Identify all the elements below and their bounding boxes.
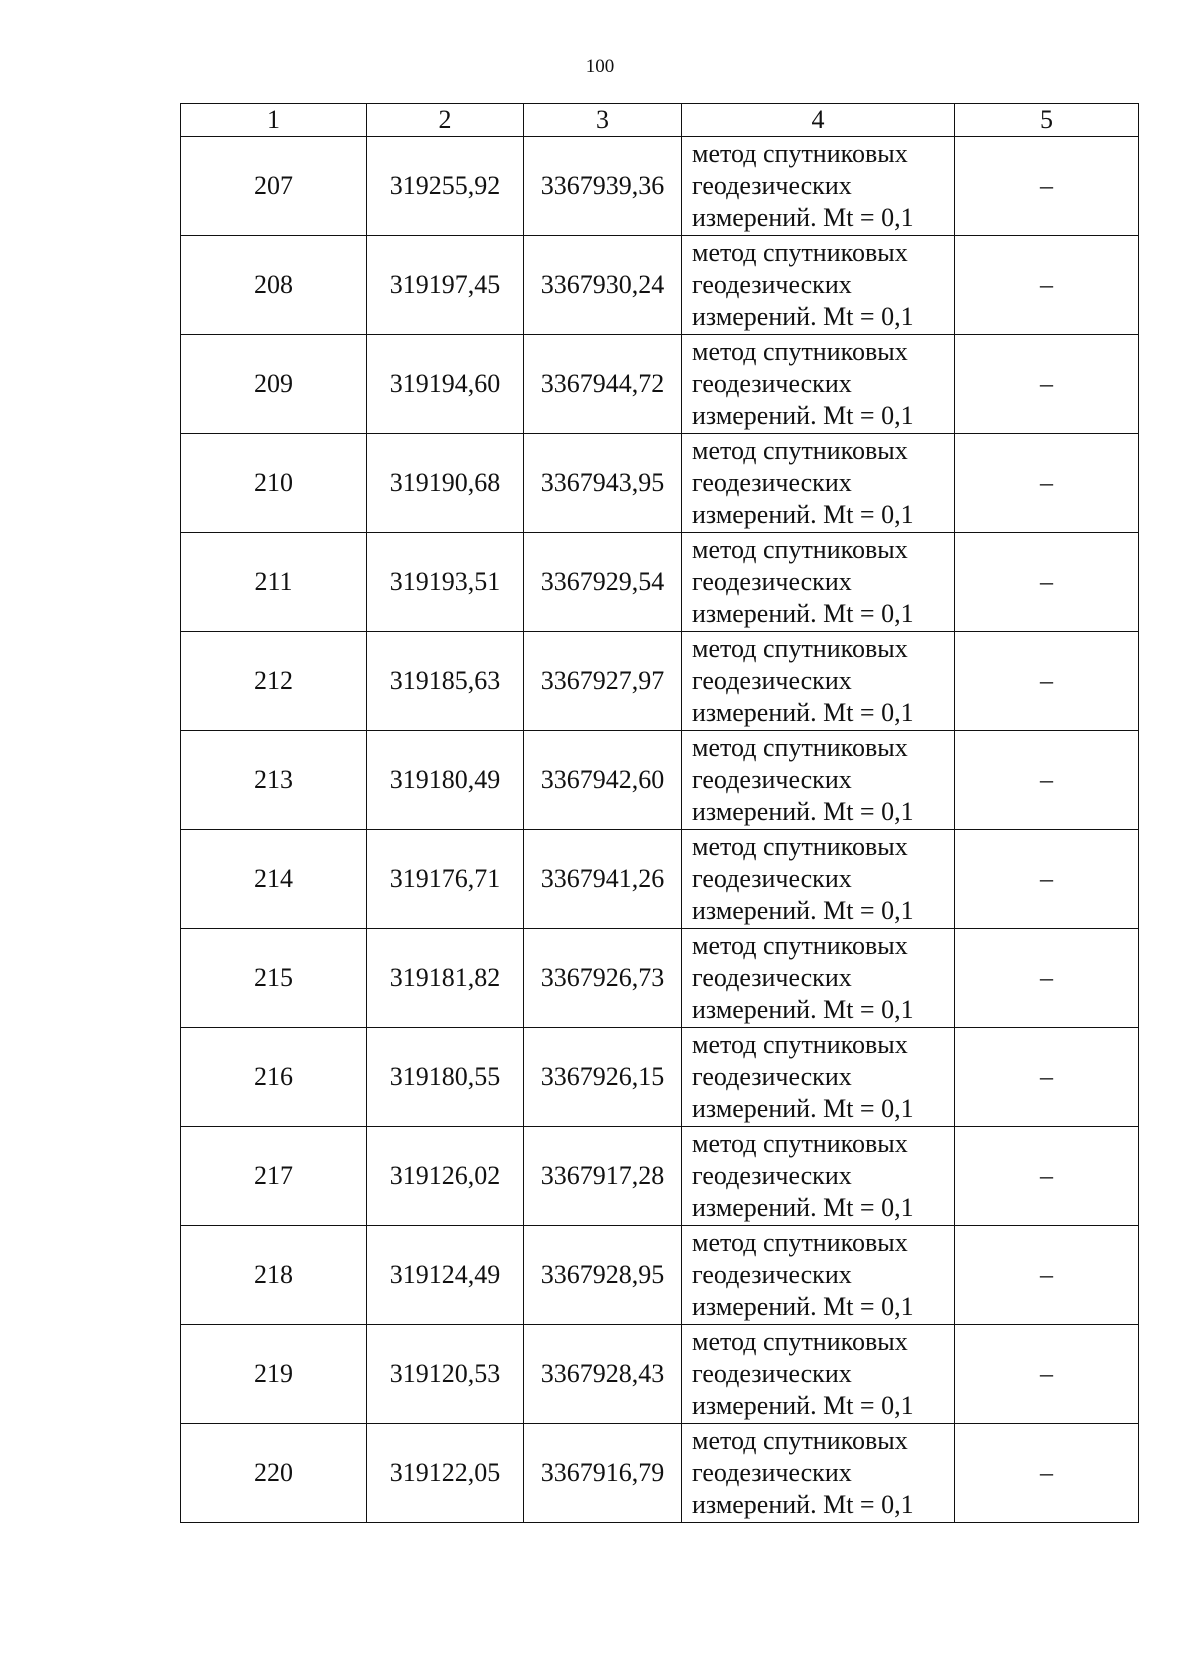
method-line: измерений. Mt = 0,1 bbox=[692, 500, 914, 529]
method-cell bbox=[682, 335, 955, 434]
method-line: геодезических bbox=[692, 369, 852, 398]
method-line: метод спутниковых bbox=[692, 238, 908, 267]
table-row bbox=[181, 1226, 1139, 1325]
column-header-4: 4 bbox=[682, 104, 955, 137]
note-cell: – bbox=[955, 236, 1139, 335]
method-line: геодезических bbox=[692, 270, 852, 299]
method-cell bbox=[682, 533, 955, 632]
coordinate-y-cell: 3367930,24 bbox=[524, 236, 682, 335]
method-line: геодезических bbox=[692, 468, 852, 497]
method-line: геодезических bbox=[692, 765, 852, 794]
table-row bbox=[181, 1424, 1139, 1523]
coordinate-y-cell: 3367942,60 bbox=[524, 731, 682, 830]
note-cell: – bbox=[955, 1325, 1139, 1424]
note-cell: – bbox=[955, 1424, 1139, 1523]
table-row bbox=[181, 830, 1139, 929]
coordinate-x-cell: 319124,49 bbox=[367, 1226, 524, 1325]
method-line: измерений. Mt = 0,1 bbox=[692, 698, 914, 727]
method-cell bbox=[682, 1424, 955, 1523]
point-number-cell: 207 bbox=[181, 137, 367, 236]
coordinate-y-cell: 3367926,15 bbox=[524, 1028, 682, 1127]
coordinate-y-cell: 3367928,43 bbox=[524, 1325, 682, 1424]
method-line: метод спутниковых bbox=[692, 1228, 908, 1257]
method-line: метод спутниковых bbox=[692, 337, 908, 366]
coordinate-y-cell: 3367944,72 bbox=[524, 335, 682, 434]
method-cell bbox=[682, 1127, 955, 1226]
coordinate-y-cell: 3367928,95 bbox=[524, 1226, 682, 1325]
method-line: геодезических bbox=[692, 567, 852, 596]
coordinate-x-cell: 319193,51 bbox=[367, 533, 524, 632]
method-line: геодезических bbox=[692, 1359, 852, 1388]
method-cell bbox=[682, 137, 955, 236]
method-line: измерений. Mt = 0,1 bbox=[692, 401, 914, 430]
table-row bbox=[181, 434, 1139, 533]
method-cell bbox=[682, 632, 955, 731]
coordinate-y-cell: 3367943,95 bbox=[524, 434, 682, 533]
method-line: геодезических bbox=[692, 666, 852, 695]
method-line: геодезических bbox=[692, 1062, 852, 1091]
table-row bbox=[181, 335, 1139, 434]
note-cell: – bbox=[955, 830, 1139, 929]
point-number-cell: 214 bbox=[181, 830, 367, 929]
method-line: измерений. Mt = 0,1 bbox=[692, 1094, 914, 1123]
note-cell: – bbox=[955, 533, 1139, 632]
coordinate-y-cell: 3367916,79 bbox=[524, 1424, 682, 1523]
method-line: геодезических bbox=[692, 864, 852, 893]
method-cell bbox=[682, 830, 955, 929]
note-cell: – bbox=[955, 1226, 1139, 1325]
method-cell bbox=[682, 1028, 955, 1127]
method-line: измерений. Mt = 0,1 bbox=[692, 1292, 914, 1321]
coordinate-y-cell: 3367926,73 bbox=[524, 929, 682, 1028]
coordinate-y-cell: 3367917,28 bbox=[524, 1127, 682, 1226]
note-cell: – bbox=[955, 1127, 1139, 1226]
coordinate-x-cell: 319180,49 bbox=[367, 731, 524, 830]
method-line: метод спутниковых bbox=[692, 535, 908, 564]
note-cell: – bbox=[955, 434, 1139, 533]
method-line: метод спутниковых bbox=[692, 1129, 908, 1158]
method-line: метод спутниковых bbox=[692, 1426, 908, 1455]
coordinate-y-cell: 3367927,97 bbox=[524, 632, 682, 731]
note-cell: – bbox=[955, 929, 1139, 1028]
coordinate-y-cell: 3367939,36 bbox=[524, 137, 682, 236]
point-number-cell: 219 bbox=[181, 1325, 367, 1424]
method-line: измерений. Mt = 0,1 bbox=[692, 995, 914, 1024]
coordinate-x-cell: 319197,45 bbox=[367, 236, 524, 335]
coordinate-x-cell: 319194,60 bbox=[367, 335, 524, 434]
table-body bbox=[181, 137, 1139, 1523]
note-cell: – bbox=[955, 1028, 1139, 1127]
note-cell: – bbox=[955, 632, 1139, 731]
point-number-cell: 220 bbox=[181, 1424, 367, 1523]
table-row bbox=[181, 1325, 1139, 1424]
table-row bbox=[181, 1127, 1139, 1226]
coordinate-x-cell: 319181,82 bbox=[367, 929, 524, 1028]
coordinates-table bbox=[180, 103, 1139, 1523]
coordinate-x-cell: 319180,55 bbox=[367, 1028, 524, 1127]
table-row bbox=[181, 236, 1139, 335]
coordinate-y-cell: 3367941,26 bbox=[524, 830, 682, 929]
method-line: измерений. Mt = 0,1 bbox=[692, 1490, 914, 1519]
point-number-cell: 208 bbox=[181, 236, 367, 335]
point-number-cell: 211 bbox=[181, 533, 367, 632]
point-number-cell: 215 bbox=[181, 929, 367, 1028]
method-line: измерений. Mt = 0,1 bbox=[692, 896, 914, 925]
method-cell bbox=[682, 929, 955, 1028]
method-line: метод спутниковых bbox=[692, 733, 908, 762]
note-cell: – bbox=[955, 137, 1139, 236]
method-line: измерений. Mt = 0,1 bbox=[692, 1391, 914, 1420]
table-header-row bbox=[181, 104, 1139, 137]
point-number-cell: 210 bbox=[181, 434, 367, 533]
table-row bbox=[181, 533, 1139, 632]
method-line: метод спутниковых bbox=[692, 931, 908, 960]
note-cell: – bbox=[955, 335, 1139, 434]
column-header-2: 2 bbox=[367, 104, 524, 137]
table-row bbox=[181, 632, 1139, 731]
method-line: измерений. Mt = 0,1 bbox=[692, 599, 914, 628]
note-cell: – bbox=[955, 731, 1139, 830]
coordinate-y-cell: 3367929,54 bbox=[524, 533, 682, 632]
point-number-cell: 209 bbox=[181, 335, 367, 434]
table-row bbox=[181, 1028, 1139, 1127]
table-row bbox=[181, 137, 1139, 236]
method-cell bbox=[682, 1325, 955, 1424]
point-number-cell: 213 bbox=[181, 731, 367, 830]
column-header-5: 5 bbox=[955, 104, 1139, 137]
method-cell bbox=[682, 236, 955, 335]
column-header-3: 3 bbox=[524, 104, 682, 137]
point-number-cell: 217 bbox=[181, 1127, 367, 1226]
method-line: метод спутниковых bbox=[692, 1327, 908, 1356]
method-line: измерений. Mt = 0,1 bbox=[692, 203, 914, 232]
method-line: измерений. Mt = 0,1 bbox=[692, 797, 914, 826]
method-cell bbox=[682, 731, 955, 830]
page-number: 100 bbox=[585, 56, 615, 77]
point-number-cell: 216 bbox=[181, 1028, 367, 1127]
method-line: измерений. Mt = 0,1 bbox=[692, 302, 914, 331]
coordinate-x-cell: 319176,71 bbox=[367, 830, 524, 929]
point-number-cell: 212 bbox=[181, 632, 367, 731]
method-cell bbox=[682, 434, 955, 533]
method-line: геодезических bbox=[692, 1161, 852, 1190]
coordinate-x-cell: 319122,05 bbox=[367, 1424, 524, 1523]
coordinate-x-cell: 319120,53 bbox=[367, 1325, 524, 1424]
method-line: геодезических bbox=[692, 963, 852, 992]
coordinate-x-cell: 319255,92 bbox=[367, 137, 524, 236]
coordinate-x-cell: 319190,68 bbox=[367, 434, 524, 533]
method-line: метод спутниковых bbox=[692, 139, 908, 168]
coordinate-x-cell: 319126,02 bbox=[367, 1127, 524, 1226]
method-line: измерений. Mt = 0,1 bbox=[692, 1193, 914, 1222]
method-line: метод спутниковых bbox=[692, 436, 908, 465]
method-line: геодезических bbox=[692, 171, 852, 200]
point-number-cell: 218 bbox=[181, 1226, 367, 1325]
method-line: метод спутниковых bbox=[692, 1030, 908, 1059]
coordinate-x-cell: 319185,63 bbox=[367, 632, 524, 731]
table-row bbox=[181, 731, 1139, 830]
method-line: геодезических bbox=[692, 1260, 852, 1289]
method-cell bbox=[682, 1226, 955, 1325]
method-line: метод спутниковых bbox=[692, 634, 908, 663]
method-line: геодезических bbox=[692, 1458, 852, 1487]
column-header-1: 1 bbox=[181, 104, 367, 137]
method-line: метод спутниковых bbox=[692, 832, 908, 861]
table-row bbox=[181, 929, 1139, 1028]
